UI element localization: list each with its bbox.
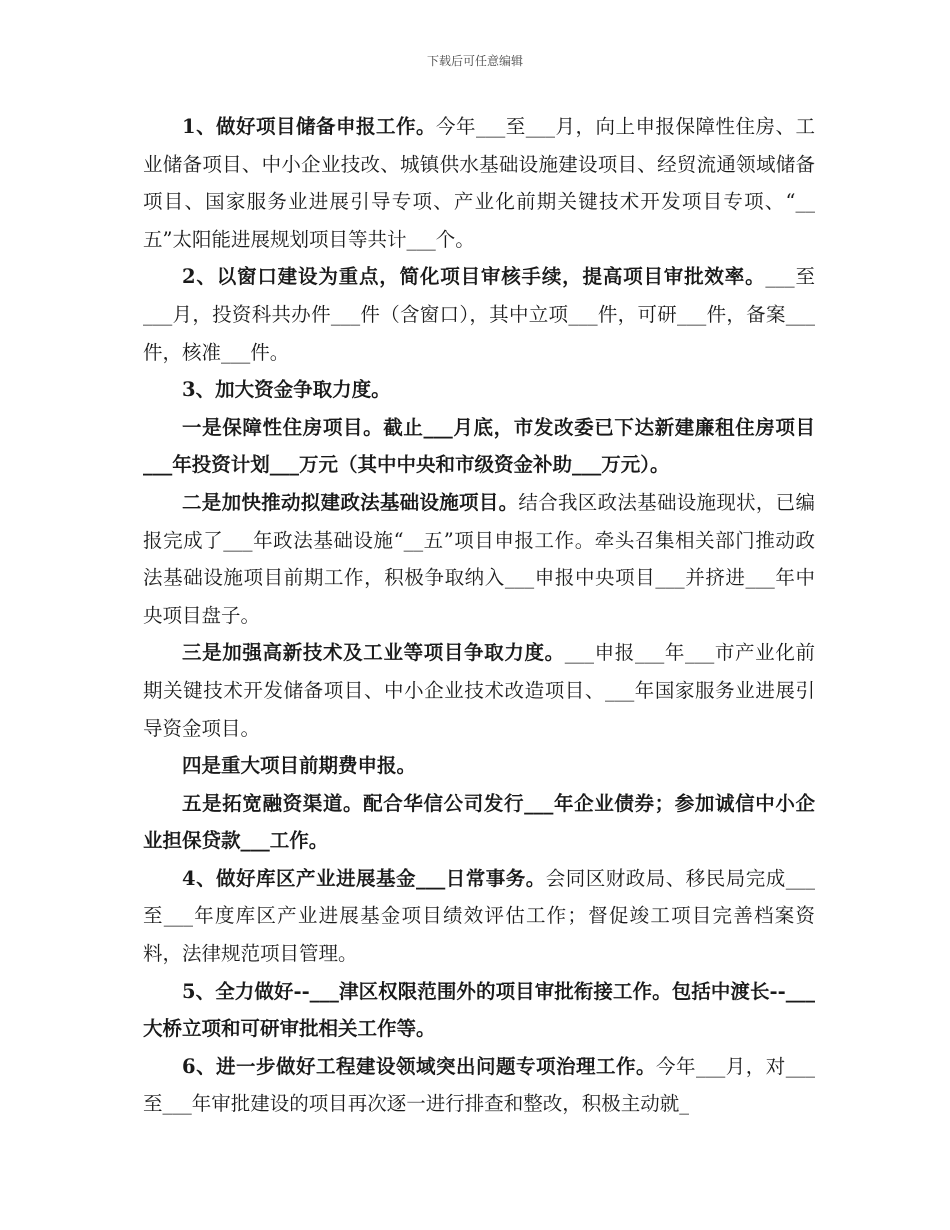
paragraph-1 <box>143 108 815 258</box>
paragraph-heading: 二是加快推动拟建政法基础设施项目。 <box>182 490 519 514</box>
paragraph-heading: 2、以窗口建设为重点，简化项目审核手续，提高项目审批效率。 <box>182 265 766 289</box>
paragraph-3 <box>143 371 815 409</box>
document-body <box>143 108 815 1123</box>
paragraph-heading: 1、做好项目储备申报工作。 <box>182 115 437 138</box>
paragraph-11 <box>143 1048 815 1123</box>
paragraph-10 <box>143 973 815 1048</box>
paragraph-6 <box>143 634 815 747</box>
paragraph-9 <box>143 860 815 973</box>
paragraph-2 <box>143 258 815 371</box>
paragraph-heading: 3、加大资金争取力度。 <box>182 378 391 402</box>
page-header: 下载后可任意编辑 <box>426 54 523 68</box>
paragraph-8 <box>143 785 815 860</box>
paragraph-heading: 五是拓宽融资渠道。配合华信公司发行___年企业债券；参加诚信中小企业担保贷款___工作。 <box>143 791 815 853</box>
paragraph-text: 今年___月，对___至___年审批建设的项目再次逐一进行排查和整改，积极主动就_ <box>143 1054 815 1116</box>
paragraph-heading: 4、做好库区产业进展基金___日常事务。 <box>182 866 546 890</box>
paragraph-5 <box>143 484 815 634</box>
paragraph-7 <box>143 747 815 785</box>
paragraph-heading: 四是重大项目前期费申报。 <box>182 754 417 778</box>
paragraph-text: 今年___至___月，向上申报保障性住房、工业储备项目、中小企业技改、城镇供水基础设施建设项目、经贸流通领域储备项目、国家服务业进展引导专项、产业化前期关键技术开发项目专项、“__五”太阳能进展规划项目等共计___个。 <box>143 115 815 251</box>
paragraph-text: 会同区财政局、移民局完成___至___年度库区产业进展基金项目绩效评估工作；督促竣工项目完善档案资料，法律规范项目管理。 <box>143 866 815 966</box>
paragraph-text: ___申报___年___市产业化前期关键技术开发储备项目、中小企业技术改造项目、___年国家服务业进展引导资金项目。 <box>143 641 815 740</box>
paragraph-heading: 5、全力做好--___津区权限范围外的项目审批衔接工作。包括中渡长--___大桥立项和可研审批相关工作等。 <box>143 979 815 1041</box>
paragraph-heading: 6、进一步做好工程建设领域突出问题专项治理工作。 <box>182 1054 656 1078</box>
paragraph-text: ___至___月，投资科共办件___件（含窗口），其中立项___件，可研___件，备案___件，核准___件。 <box>143 265 815 364</box>
paragraph-heading: 一是保障性住房项目。截止___月底，市发改委已下达新建廉租住房项目___年投资计划___万元（其中中央和市级资金补助___万元）。 <box>143 415 815 477</box>
paragraph-text: 结合我区政法基础设施现状，已编报完成了___年政法基础设施“__五”项目申报工作。牵头召集相关部门推动政法基础设施项目前期工作，积极争取纳入___申报中央项目___并挤进___年中央项目盘子。 <box>143 490 815 627</box>
paragraph-4 <box>143 409 815 484</box>
paragraph-heading: 三是加强高新技术及工业等项目争取力度。 <box>182 641 565 665</box>
